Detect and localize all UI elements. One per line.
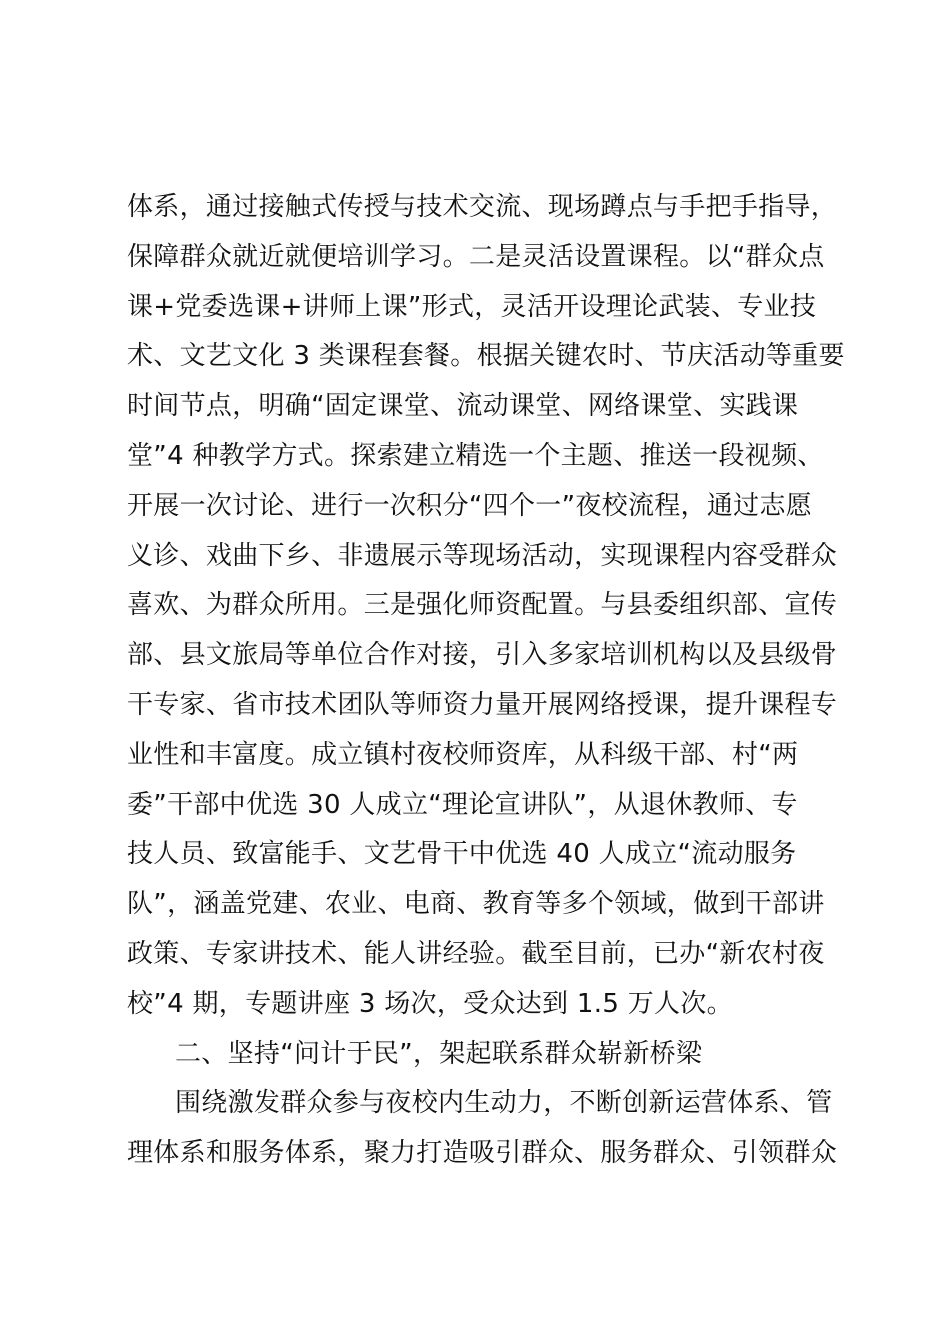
paragraph-line: 术、文艺文化 3 类课程套餐。根据关键农时、节庆活动等重要 [127, 341, 845, 372]
paragraph-line: 喜欢、为群众所用。三是强化师资配置。与县委组织部、宣传 [127, 590, 838, 621]
document-body [127, 183, 845, 1179]
paragraph-line: 开展一次讨论、进行一次积分“四个一”夜校流程，通过志愿 [127, 490, 813, 521]
section-heading: 二、坚持“问计于民”，架起联系群众崭新桥梁 [175, 1038, 703, 1069]
paragraph-line: 时间节点，明确“固定课堂、流动课堂、网络课堂、实践课 [127, 391, 799, 422]
paragraph-line: 保障群众就近就便培训学习。二是灵活设置课程。以“群众点 [127, 241, 825, 272]
paragraph-line: 堂”4 种教学方式。探索建立精选一个主题、推送一段视频、 [127, 440, 824, 471]
paragraph-line: 干专家、省市技术团队等师资力量开展网络授课，提升课程专 [127, 689, 838, 720]
paragraph-line: 围绕激发群众参与夜校内生动力，不断创新运营体系、管 [175, 1088, 833, 1119]
paragraph-line: 政策、专家讲技术、能人讲经验。截至目前，已办“新农村夜 [127, 938, 825, 969]
paragraph-line: 理体系和服务体系，聚力打造吸引群众、服务群众、引领群众 [127, 1138, 838, 1169]
paragraph-line: 业性和丰富度。成立镇村夜校师资库，从科级干部、村“两 [127, 739, 799, 770]
paragraph-line: 技人员、致富能手、文艺骨干中优选 40 人成立“流动服务 [127, 839, 797, 870]
paragraph-line: 课+党委选课+讲师上课”形式，灵活开设理论武装、专业技 [127, 291, 817, 322]
paragraph-line: 校”4 期，专题讲座 3 场次，受众达到 1.5 万人次。 [127, 988, 733, 1019]
paragraph-line: 委”干部中优选 30 人成立“理论宣讲队”，从退休教师、专 [127, 789, 798, 820]
paragraph-line: 部、县文旅局等单位合作对接，引入多家培训机构以及县级骨 [127, 640, 838, 671]
paragraph-line: 体系，通过接触式传授与技术交流、现场蹲点与手把手指导， [127, 192, 838, 222]
paragraph-line: 义诊、戏曲下乡、非遗展示等现场活动，实现课程内容受群众 [127, 540, 838, 571]
paragraph-line: 队”，涵盖党建、农业、电商、教育等多个领域，做到干部讲 [127, 889, 825, 920]
